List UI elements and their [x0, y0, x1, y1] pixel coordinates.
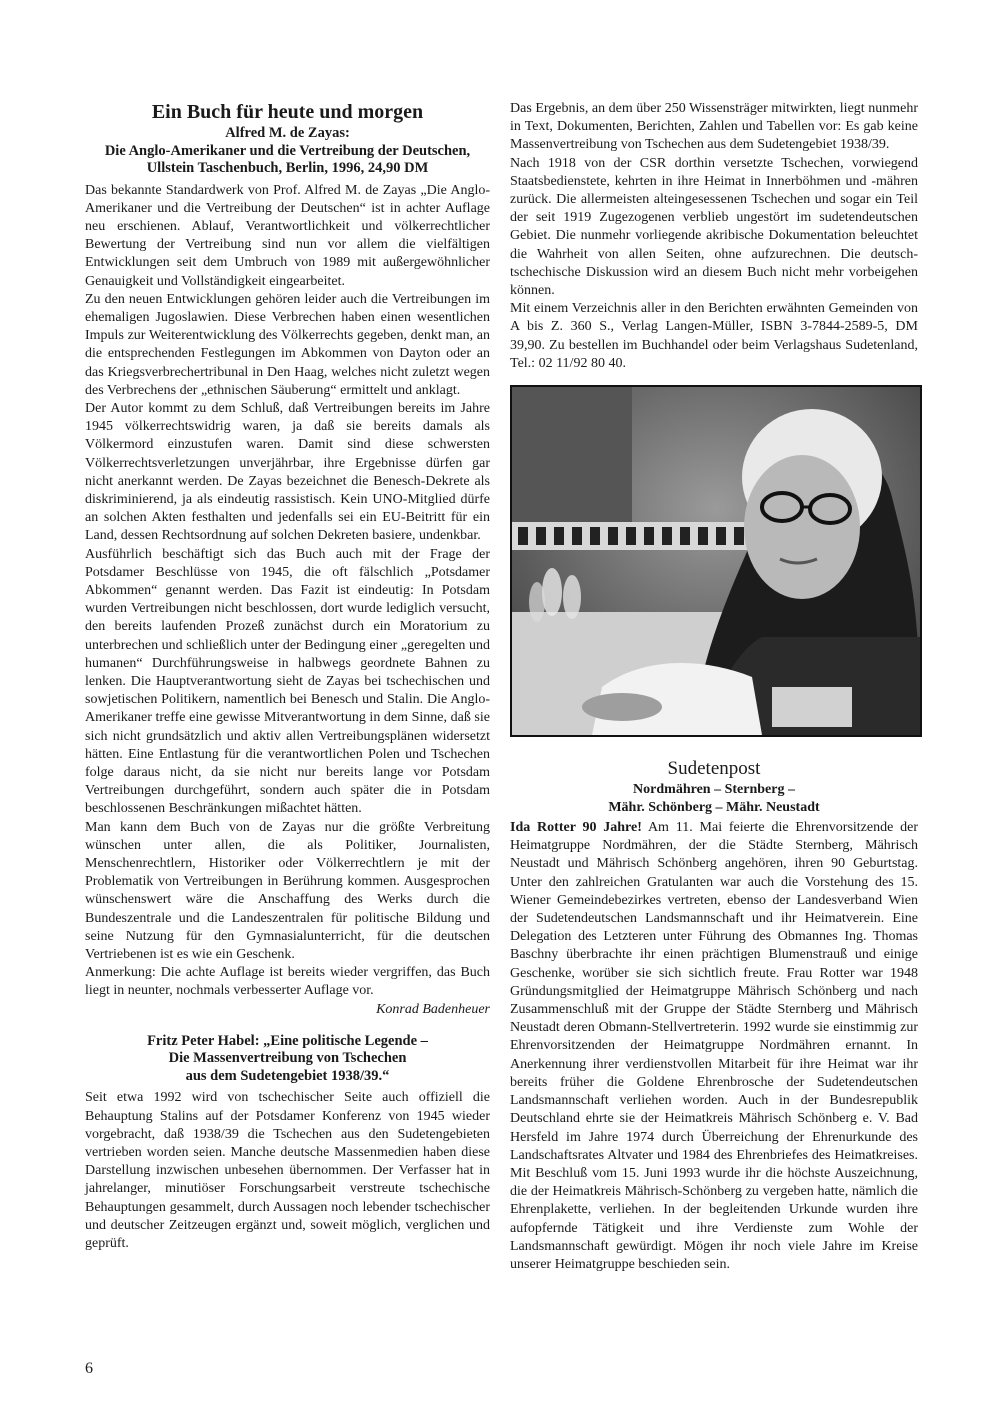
review-signature: Konrad Badenheuer [376, 1001, 490, 1017]
review-paragraph: Anmerkung: Die achte Auflage ist bereits wieder vergriffen, das Buch liegt in neunter, nochmals verbesserter Auflage vor. [85, 965, 490, 999]
review-paragraph: Das bekannte Standardwerk von Prof. Alfred M. de Zayas „Die Anglo-Amerikaner und die Vertreibung der Deutschen“ ist in achter Auflage neu erschienen. Ablauf, Verantwortlichkeit und völkerrechtlicher Bewertung der Vertreibung sind nun vor allem die vielfältigen Entwicklungen seit dem Umbruch von 1989 mit außergewöhnlicher Genauigkeit und Vollständigkeit eingearbeitet. [85, 182, 490, 289]
section-subtitle: Mähr. Schönberg – Mähr. Neustadt [608, 799, 820, 815]
review-paragraph: Zu den neuen Entwicklungen gehören leider auch die Vertreibungen im ehemaligen Jugoslawien. Diese Verbrechen haben einen wesentlichen Impuls zur Weiterentwicklung des Völkerrechts gegeben, denkt man, an die entsprechenden Festlegungen im Abkommen von Dayton oder an das Kriegsverbrechertribunal in Den Haag, welches nicht zuletzt wegen des Verbrechens der „ethnischen Säuberung“ ermittelt und anklagt. [85, 291, 490, 398]
section-title: Sudetenpost [667, 758, 761, 780]
right-column [510, 100, 918, 1274]
review2-heading [85, 1033, 490, 1086]
article-body: Am 11. Mai feierte die Ehrenvorsitzende der Heimatgruppe Nordmähren, der die Städte Sternberg, Mährisch Neustadt und Mährisch Schönberg angehören, ihren 90 Geburtstag. Unter den zahlreichen Gratulanten war auch die Vorstehung des 15. Wiener Gemeindebezirkes vertreten, ebenso der Landesverband Wien der Sudetendeutschen Landsmannschaft und ihr Heimatverein. Eine Delegation des Letzteren unter Führung des Obmannes Ing. Thomas Baschny überbrachte ihr einen prächtigen Blumenstrauß und einige Geschenke, worüber sie sich sichtlich freute. Frau Rotter war 1948 Gründungsmitglied der Heimatgruppe Mährisch Schönberg und nach Zusammenschluß mit der Gruppe der Städte Sternberg und Mährisch Neustadt deren Obmann-Stellvertreterin. 1992 wurde sie einstimmig zur Ehrenvorsitzenden der Heimatgruppe Nordmähren ernannt. In Anerkennung ihrer verdienstvollen Mitarbeit für ihre Heimat war ihr bereits früher die Goldene Ehrenbrosche der Sudetendeutschen Landsmannschaft verliehen worden. Auch in der Bundesrepublik Deutschland ehrte sie der Heimatkreis Mährisch Schönberg e. V. Bad Hersfeld im Jahre 1974 durch Überreichung der Ehrenurkunde des Landschaftsrates Altvater und 1984 des Ehrenbriefes des Heimatkreises. Mit Beschluß vom 15. Juni 1993 wurde ihr die höchste Auszeichnung, die der Heimatkreis Mährisch-Schönberg zu vergeben hatte, nämlich die Ehrenplakette, verliehen. In der begleitenden Urkunde wurden ihre aufopfernde Tätigkeit und ihre Verdienste zum Wohle der Landsmannschaft gewürdigt. Mögen ihr noch viele Jahre im Kreise unserer Heimatgruppe beschieden sein. [510, 820, 919, 1272]
birthday-article [510, 819, 918, 1274]
review2-heading-line: Fritz Peter Habel: „Eine politische Legende – [147, 1032, 428, 1049]
portrait-photo-image [512, 387, 920, 735]
review2-paragraph: Seit etwa 1992 wird von tschechischer Seite auch offiziell die Behauptung Stalins auf der Potsdamer Konferenz von 1945 wieder vorgebracht, daß 1938/39 die Tschechen aus den Sudetengebieten vertrieben worden seien. Manche deutsche Massenmedien haben diese Darstellung inzwischen unbesehen übernommen. Der Verfasser hat in jahrelanger, minutiöser Forschungsarbeit verstreute tschechische Behauptungen gesammelt, durch Aussagen noch lebender tschechischer und deutscher Zeitzeugen ergänzt und, soweit möglich, verglichen und geprüft. [85, 1090, 490, 1251]
article-title: Ein Buch für heute und morgen [151, 101, 424, 123]
book-author: Alfred M. de Zayas: [225, 125, 350, 141]
review2-continued-paragraph: Das Ergebnis, an dem über 250 Wissensträger mitwirkten, liegt nunmehr in Text, Dokumenten, Berichten, Zahlen und Tabellen vor: Es gab keine Massenvertreibung von Tschechen aus dem Sudetengebiet 1938/39. [510, 101, 918, 153]
review2-continued-paragraph: Nach 1918 von der CSR dorthin versetzte Tschechen, vorwiegend Staatsbedienstete, kehrten in ihre Heimat in Innerböhmen und -mähren zurück. Die allermeisten alteingesessenen Tschechen und sogar ein Teil der seit 1919 Zugezogenen verblieb ungestört im sudetendeutschen Gebiet. Die nunmehr vorliegende akribische Dokumentation beleuchtet die Wahrheit von allen Seiten, ohne aufzurechnen. Die deutsch-tschechische Diskussion wird an diesem Buch nicht mehr vorbeigehen können. [510, 155, 918, 299]
review2-heading-line: Die Massenvertreibung von Tschechen [168, 1050, 407, 1067]
review-paragraph: Man kann dem Buch von de Zayas nur die größte Verbreitung wünschen unter allen, die als Politiker, Journalisten, Menschenrechtlern, Historiker oder Völkerrechtlern je mit der Problematik von Vertreibungen in Berührung kommen. Ausgesprochen wünschenswert wäre die Anschaffung des Werks durch die Bundeszentrale und die Landeszentralen für politische Bildung und seine Nutzung für den Gymnasialunterricht, für die deutschen Vertriebenen ist es wie ein Geschenk. [85, 819, 490, 963]
book-publisher: Ullstein Taschenbuch, Berlin, 1996, 24,90 DM [146, 160, 429, 176]
section-subtitle: Nordmähren – Sternberg – [633, 782, 795, 798]
review-paragraph: Der Autor kommt zu dem Schluß, daß Vertreibungen bereits im Jahre 1945 völkerrechtswidrig waren, ja daß sie bereits damals als Völkermord einzustufen waren. Damit sind diese schwersten Völkerrechtsverletzungen unverjährbar, ihre Ergebnisse dürfen gar nicht anerkannt werden. De Zayas bezeichnet die Benesch-Dekrete als diskriminierend, ja als eindeutig rassistisch. Kein UNO-Mitglied dürfe an solchen Akten festhalten und jedenfalls sei ein EU-Beitritt für ein Land, dessen Rechtsordnung auf solchen Dekreten basiere, undenkbar. [85, 400, 490, 544]
article-lead: Ida Rotter 90 Jahre! [510, 820, 642, 836]
review2-continued-paragraph: Mit einem Verzeichnis aller in den Berichten erwähnten Gemeinden von A bis Z. 360 S., Verlag Langen-Müller, ISBN 3-7844-2589-5, DM 39,90. Zu bestellen im Buchhandel oder beim Verlagshaus Sudetenland, Tel.: 02 11/92 80 40. [510, 301, 918, 371]
review-paragraph: Ausführlich beschäftigt sich das Buch auch mit der Frage der Potsdamer Beschlüsse von 1945, die oft fälschlich „Potsdamer Abkommen“ genannt werden. Das Fazit ist eindeutig: In Potsdam wurden Vertreibungen nicht beschlossen, dort wurde lediglich versucht, den bereits laufenden Prozeß zunächst durch ein Moratorium zu unterbrechen und schließlich unter der Bedingung einer „geregelten und humanen“ Durchführungsweise in halbwegs geordnete Bahnen zu lenken. Die Hauptverantwortung sieht de Zayas bei tschechischen und sowjetischen Politikern, namentlich bei Benesch und Stalin. Die Anglo-Amerikaner treffe eine gewisse Mitverantwortung in dem Sinne, daß sie sich nicht grundsätzlich und aktiv allen Vertreibungsplänen widersetzt hätten. Eine Entlastung für die verantwortlichen Polen und Tschechen folge daraus nicht, da sie nicht nur bereits lange vor Potsdam Vertreibungen durchgeführt, sondern auch später die in Potsdam beschlossenen Beschränkungen mißachtet hätten. [85, 546, 490, 817]
portrait-photo [510, 385, 922, 737]
book-title: Die Anglo-Amerikaner und die Vertreibung der Deutschen, [104, 142, 471, 159]
page-number: 6 [85, 1360, 93, 1377]
left-column [85, 100, 490, 1253]
review2-heading-line: aus dem Sudetengebiet 1938/39.“ [185, 1067, 390, 1084]
